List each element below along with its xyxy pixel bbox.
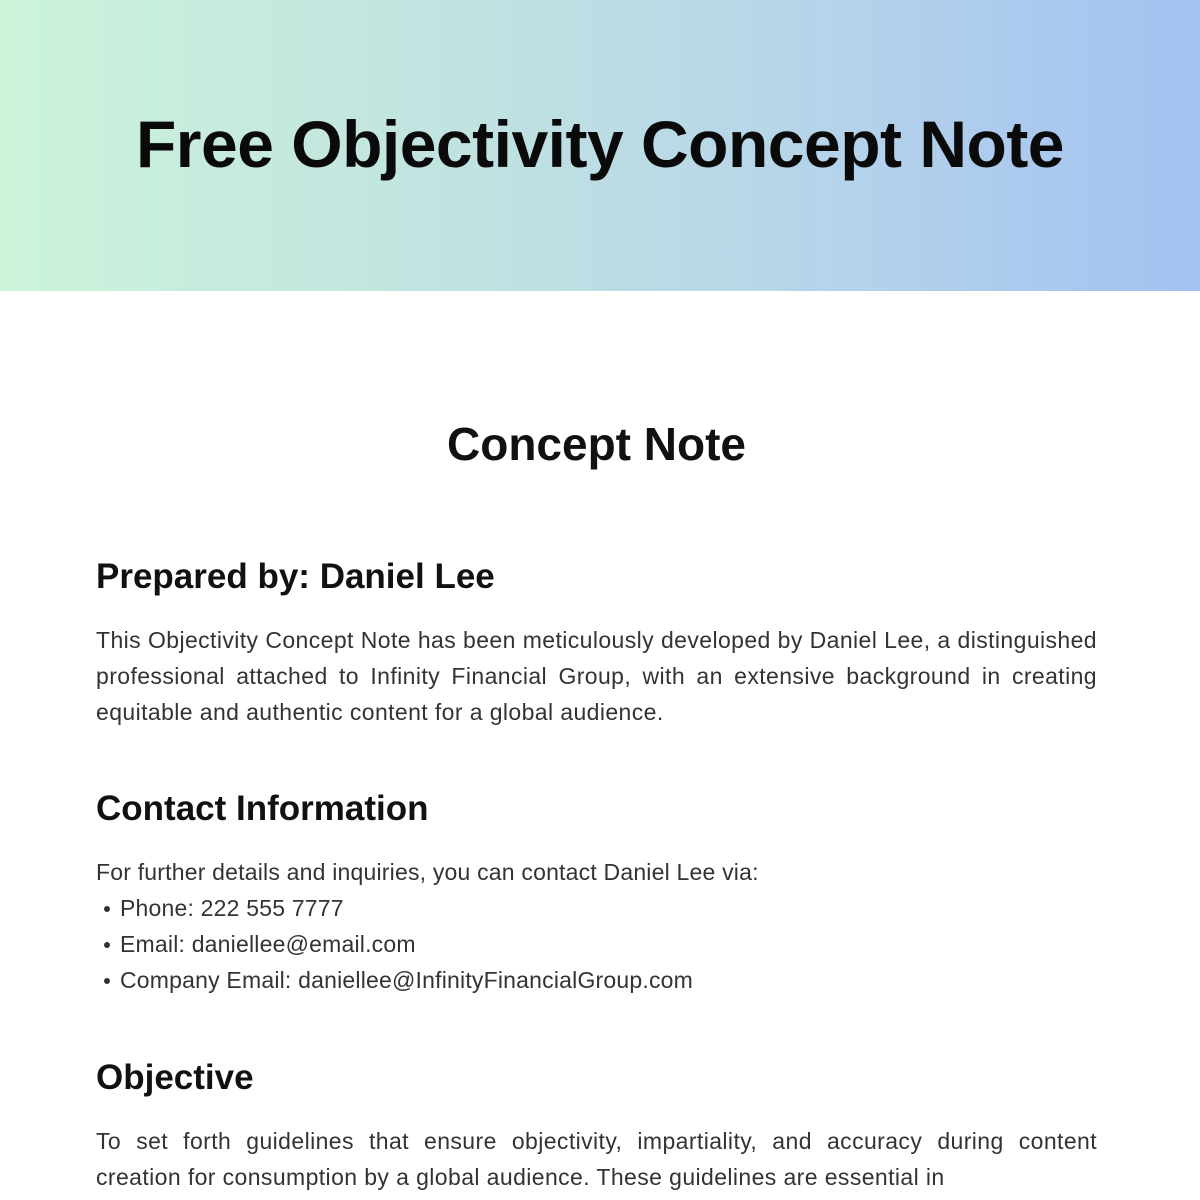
contact-email: Email: daniellee@email.com (96, 926, 693, 962)
contact-heading: Contact Information (96, 789, 429, 828)
prepared-by-paragraph: This Objectivity Concept Note has been meticulously developed by Daniel Lee, a distinguished professional attached to Infinity Financial Group, with an extensive background in creating equitable and authentic content for a global audience. (96, 627, 1097, 725)
contact-list (96, 890, 693, 998)
header-banner (0, 0, 1200, 291)
contact-phone: Phone: 222 555 7777 (96, 890, 693, 926)
document-title: Concept Note (447, 418, 746, 470)
contact-intro: For further details and inquiries, you can contact Daniel Lee via: (96, 859, 759, 885)
prepared-by-heading: Prepared by: Daniel Lee (96, 557, 495, 596)
objective-paragraph: To set forth guidelines that ensure objectivity, impartiality, and accuracy during content creation for consumption by a global audience. These guidelines are essential in (96, 1128, 1097, 1190)
banner-title: Free Objectivity Concept Note (135, 107, 1065, 181)
contact-company-email: Company Email: daniellee@InfinityFinancialGroup.com (96, 962, 693, 998)
objective-heading: Objective (96, 1058, 254, 1097)
